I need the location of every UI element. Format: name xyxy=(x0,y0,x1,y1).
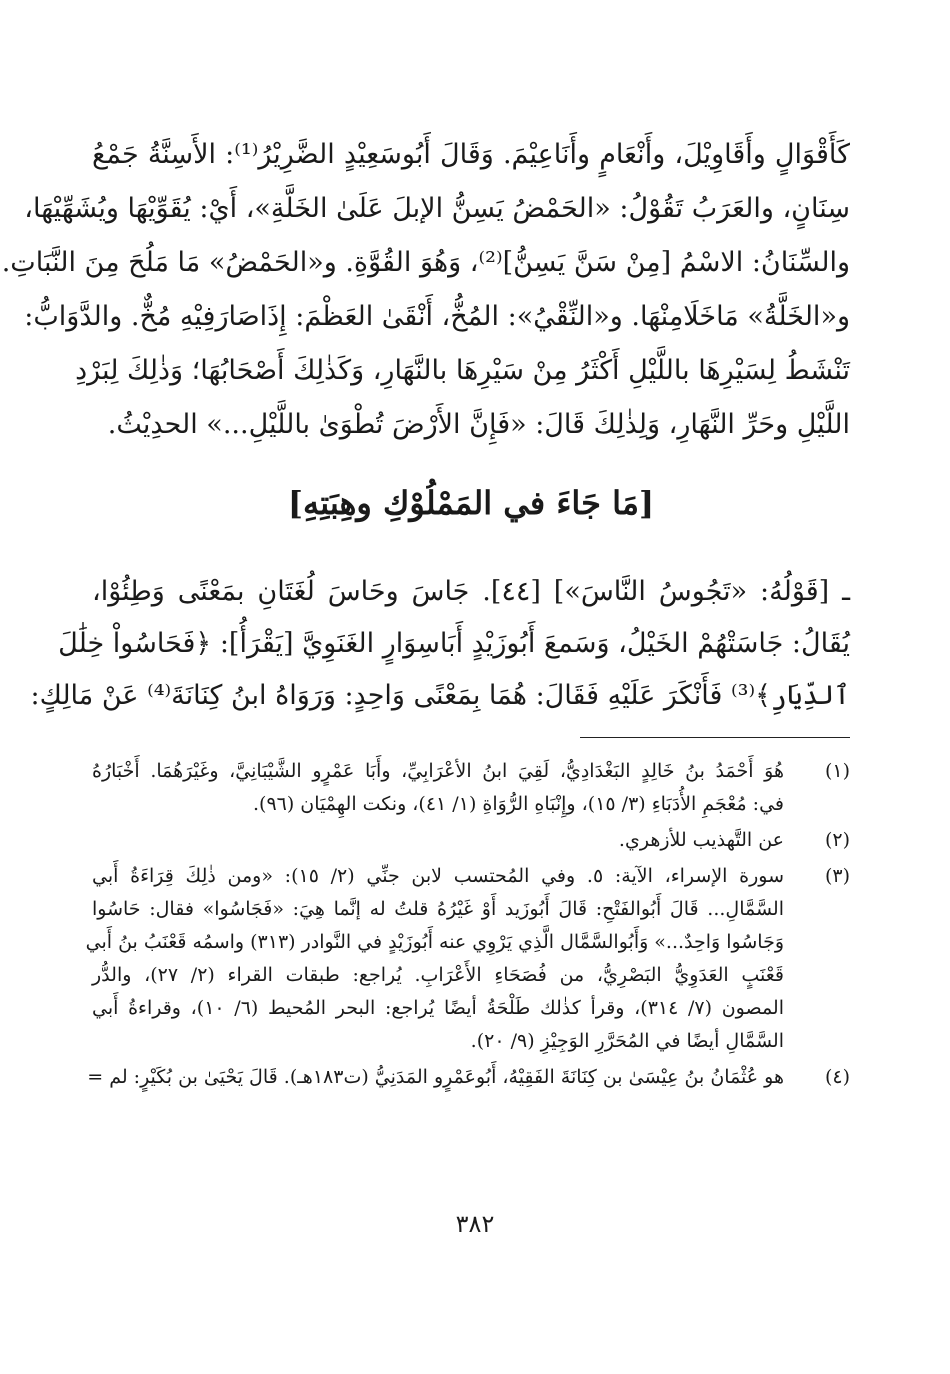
footnote-line: قَعْنَبٍ العَدَوِيُّ البَصْرِيُّ، من فُصَحَاءِ الأَعْرَابِ. يُراجع: طبقات القراء (٢/ ٢٧)، والدُّر xyxy=(92,964,784,986)
footnote-line: وَجَاسُوا وَاحِدٌ...» وَأَبُوالسَّمَّال الَّذِي يَرْوِي عنه أَبُوزَيْدٍ في النَّوادر (٣١٣) واسمُه قَعْنَبُ بنُ أَبي xyxy=(85,931,784,953)
footnotes xyxy=(85,755,850,1097)
footnote-number: (٣) xyxy=(824,865,850,887)
footnote-3 xyxy=(85,860,850,1058)
footnote-line: هُوَ أَحْمَدُ بنُ خَالِدٍ البَغْدَادِيُّ، لَقِيَ ابنُ الأعْرَابِيِّ، وأَبَا عَمْرٍو الشَّيْبَانِيَّ، وغَيْرَهُمَا. أَخْبَارُهُ xyxy=(92,760,784,782)
text-line: ٱلدِّيَارِ﴾⁽³⁾ فَأَنْكَرَ عَلَيْهِ فَقَالَ: هُمَا بِمَعْنًى وَاحِدٍ: وَرَوَاهُ ابنُ كِنَانَةَ⁽⁴⁾ عَنْ مَالِكٍ: xyxy=(30,680,850,711)
footnote-line: المصون (٧/ ٣١٤)، وقرأ كذٰلك طَلْحَةُ أيضًا يُراجع: البحر المُحيط (٦/ ١٠)، وقراءةُ أَبي xyxy=(92,997,785,1019)
text-line: و«الخَلَّةُ» مَاخَلَامِنْهَا. و«النِّقْيُ»: المُخُّ، أَنْقَىٰ العَظْمَ: إِذَاصَارَفِيْهِ مُخٌّ. والدَّوَابُّ: xyxy=(24,301,850,332)
text-line: اللَّيْلِ وحَرِّ النَّهَارِ، وَلِذٰلِكَ قَالَ: «فَإِنَّ الأَرْضَ تُطْوَىٰ باللَّيْلِ...» الحدِيْثُ. xyxy=(107,409,850,440)
footnote-line: السَّمَّالِ أيضًا في المُحَرَّرِ الوَجِيْزِ (٩/ ٢٠). xyxy=(470,1030,784,1052)
text-line: كَأَقْوَالٍ وأَقَاوِيْلَ، وأَنْعَامٍ وأَنَاعِيْمَ. وَقَالَ أَبُوسَعِيْدٍ الضَّرِيْرُ⁽¹⁾: الأَسِنَّةُ جَمْعُ xyxy=(92,139,850,170)
footnote-number: (١) xyxy=(824,760,850,782)
footnote-4 xyxy=(87,1061,850,1094)
footnote-divider xyxy=(580,737,850,738)
text-line: والسِّنَانُ: الاسْمُ [مِنْ سَنَّ يَسِنُّ]⁽²⁾، وَهُوَ القُوَّةِ. و«الحَمْضُ» مَا مَلُحَ مِنَ النَّبَاتِ. xyxy=(1,247,850,278)
footnote-line: عن التَّهذيب للأزهري. xyxy=(618,829,784,851)
footnote-line: هو عُثْمَانُ بنُ عِيْسَىٰ بن كِنَانَةَ الفَقِيْهُ، أَبُوعَمْرٍو المَدَنِيُّ (ت١٨٣هـ). قَالَ يَحْيَىٰ بن بُكَيْرٍ: لم = xyxy=(87,1066,784,1088)
second-paragraph xyxy=(30,566,850,722)
footnote-line: سورة الإسراء، الآية: ٥. وفي المُحتسب لابن جنِّي (٢/ ١٥): «ومن ذٰلِكَ قِرَاءَةُ أَبي xyxy=(92,865,785,887)
footnote-number: (٢) xyxy=(824,829,850,851)
main-paragraph xyxy=(1,128,850,452)
page-number: ٣٨٢ xyxy=(455,1210,495,1238)
footnote-line: في: مُعْجَمِ الأُدَبَاءِ (٣/ ١٥)، وإِنْبَاهِ الرُّوَاةِ (١/ ٤١)، ونكت الهِمْيَان (٩٦). xyxy=(252,793,784,815)
footnote-1 xyxy=(92,755,850,821)
footnote-line: السَّمَّالِ... قَالَ أَبُوالفَتْحِ: قَالَ أَبُوزَيد أَوْ غَيْرُهُ قلتُ له إنَّما هِيَ: «فَجَاسُوا» فقال: حَاسُوا xyxy=(92,898,784,920)
section-heading: [مَا جَاءَ في المَمْلُوْكِ وهِبَتِهِ] xyxy=(287,484,655,522)
text-line: سِنَانٍ، والعَرَبُ تَقُوْلُ: «الحَمْضُ يَسِنُّ الإبلَ عَلَىٰ الخَلَّةِ»، أَيْ: يُقَوِّيْهَا ويُشَهِّيْهَا، xyxy=(24,193,850,224)
text-line: تَنْشَطُ لِسَيْرِهَا باللَّيْلِ أَكْثَرُ مِنْ سَيْرِهَا بالنَّهَارِ، وَكَذٰلِكَ أَصْحَابُهَا؛ وَذٰلِكَ لِبَرْدِ xyxy=(75,355,850,386)
footnote-number: (٤) xyxy=(824,1066,850,1088)
footnote-2 xyxy=(92,824,850,857)
text-line: يُقَالُ: جَاسَتْهُمْ الخَيْلُ، وَسَمعَ أَبُوزَيْدٍ أَبَاسِوَارٍ الغَنَوِيَّ [يَقْرَأُ]: ﴿فَحَاسُواْ خِلَٰلَ xyxy=(58,628,850,659)
text-line: ـ [قَوْلُهُ: «تَجُوسُ النَّاسَ»] [٤٤]. جَاسَ وحَاسَ لُغَتَانِ بمَعْنًى وَطِئُوْا، xyxy=(92,576,850,607)
